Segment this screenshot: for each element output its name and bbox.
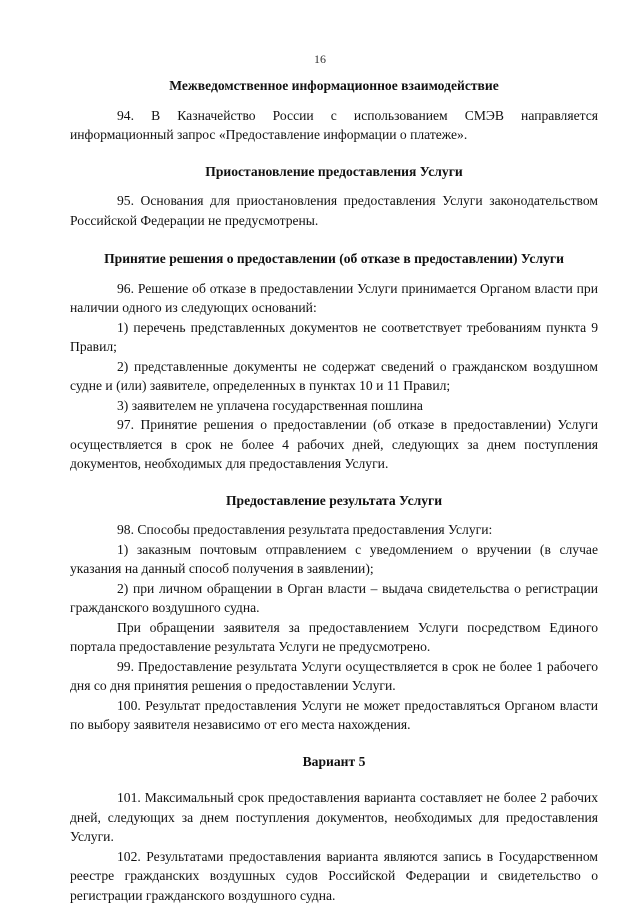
paragraph-99: 99. Предоставление результата Услуги осуществляется в срок не более 1 рабочего дня со дня принятия решения о предоставлении Услуги.: [70, 657, 598, 696]
paragraph-94: 94. В Казначейство России с использованием СМЭВ направляется информационный запрос «Предоставление информации о платеже».: [70, 106, 598, 145]
paragraph-102: 102. Результатами предоставления варианта являются запись в Государственном реестре гражданских воздушных судов Российской Федерации и свидетельство о регистрации гражданского воздушного судна.: [70, 847, 598, 905]
paragraph-98-item-1: 1) заказным почтовым отправлением с уведомлением о вручении (в случае указания на данный способ получения в заявлении);: [70, 540, 598, 579]
paragraph-98: 98. Способы предоставления результата предоставления Услуги:: [70, 520, 598, 540]
paragraph-97: 97. Принятие решения о предоставлении (об отказе в предоставлении) Услуги осуществляется в срок не более 4 рабочих дней, следующих за днем поступления документов, необходимых для предоставления Услуги.: [70, 415, 598, 474]
paragraph-95: 95. Основания для приостановления предоставления Услуги законодательством Российской Федерации не предусмотрены.: [70, 191, 598, 230]
section-heading-interagency: Межведомственное информационное взаимодействие: [70, 76, 598, 96]
section-heading-result: Предоставление результата Услуги: [70, 491, 598, 511]
paragraph-101: 101. Максимальный срок предоставления варианта составляет не более 2 рабочих дней, следующих за днем поступления документов, необходимых для предоставления Услуги.: [70, 788, 598, 847]
section-heading-decision: Принятие решения о предоставлении (об отказе в предоставлении) Услуги: [70, 249, 598, 269]
paragraph-100: 100. Результат предоставления Услуги не может предоставляться Органом власти по выбору заявителя независимо от его места нахождения.: [70, 696, 598, 735]
paragraph-96-item-3: 3) заявителем не уплачена государственная пошлина: [70, 396, 598, 416]
paragraph-96: 96. Решение об отказе в предоставлении Услуги принимается Органом власти при наличии одного из следующих оснований:: [70, 279, 598, 318]
section-heading-suspension: Приостановление предоставления Услуги: [70, 162, 598, 182]
paragraph-96-item-1: 1) перечень представленных документов не соответствует требованиям пункта 9 Правил;: [70, 318, 598, 357]
paragraph-96-item-2: 2) представленные документы не содержат сведений о гражданском воздушном судне и (или) заявителе, определенных в пунктах 10 и 11 Правил;: [70, 357, 598, 396]
page-number: 16: [0, 52, 640, 67]
paragraph-98-item-2: 2) при личном обращении в Орган власти – выдача свидетельства о регистрации гражданского воздушного судна.: [70, 579, 598, 618]
section-heading-variant-5: Вариант 5: [70, 752, 598, 772]
paragraph-98-portal-note: При обращении заявителя за предоставлением Услуги посредством Единого портала предоставление результата Услуги не предусмотрено.: [70, 618, 598, 657]
document-body: [70, 76, 598, 905]
